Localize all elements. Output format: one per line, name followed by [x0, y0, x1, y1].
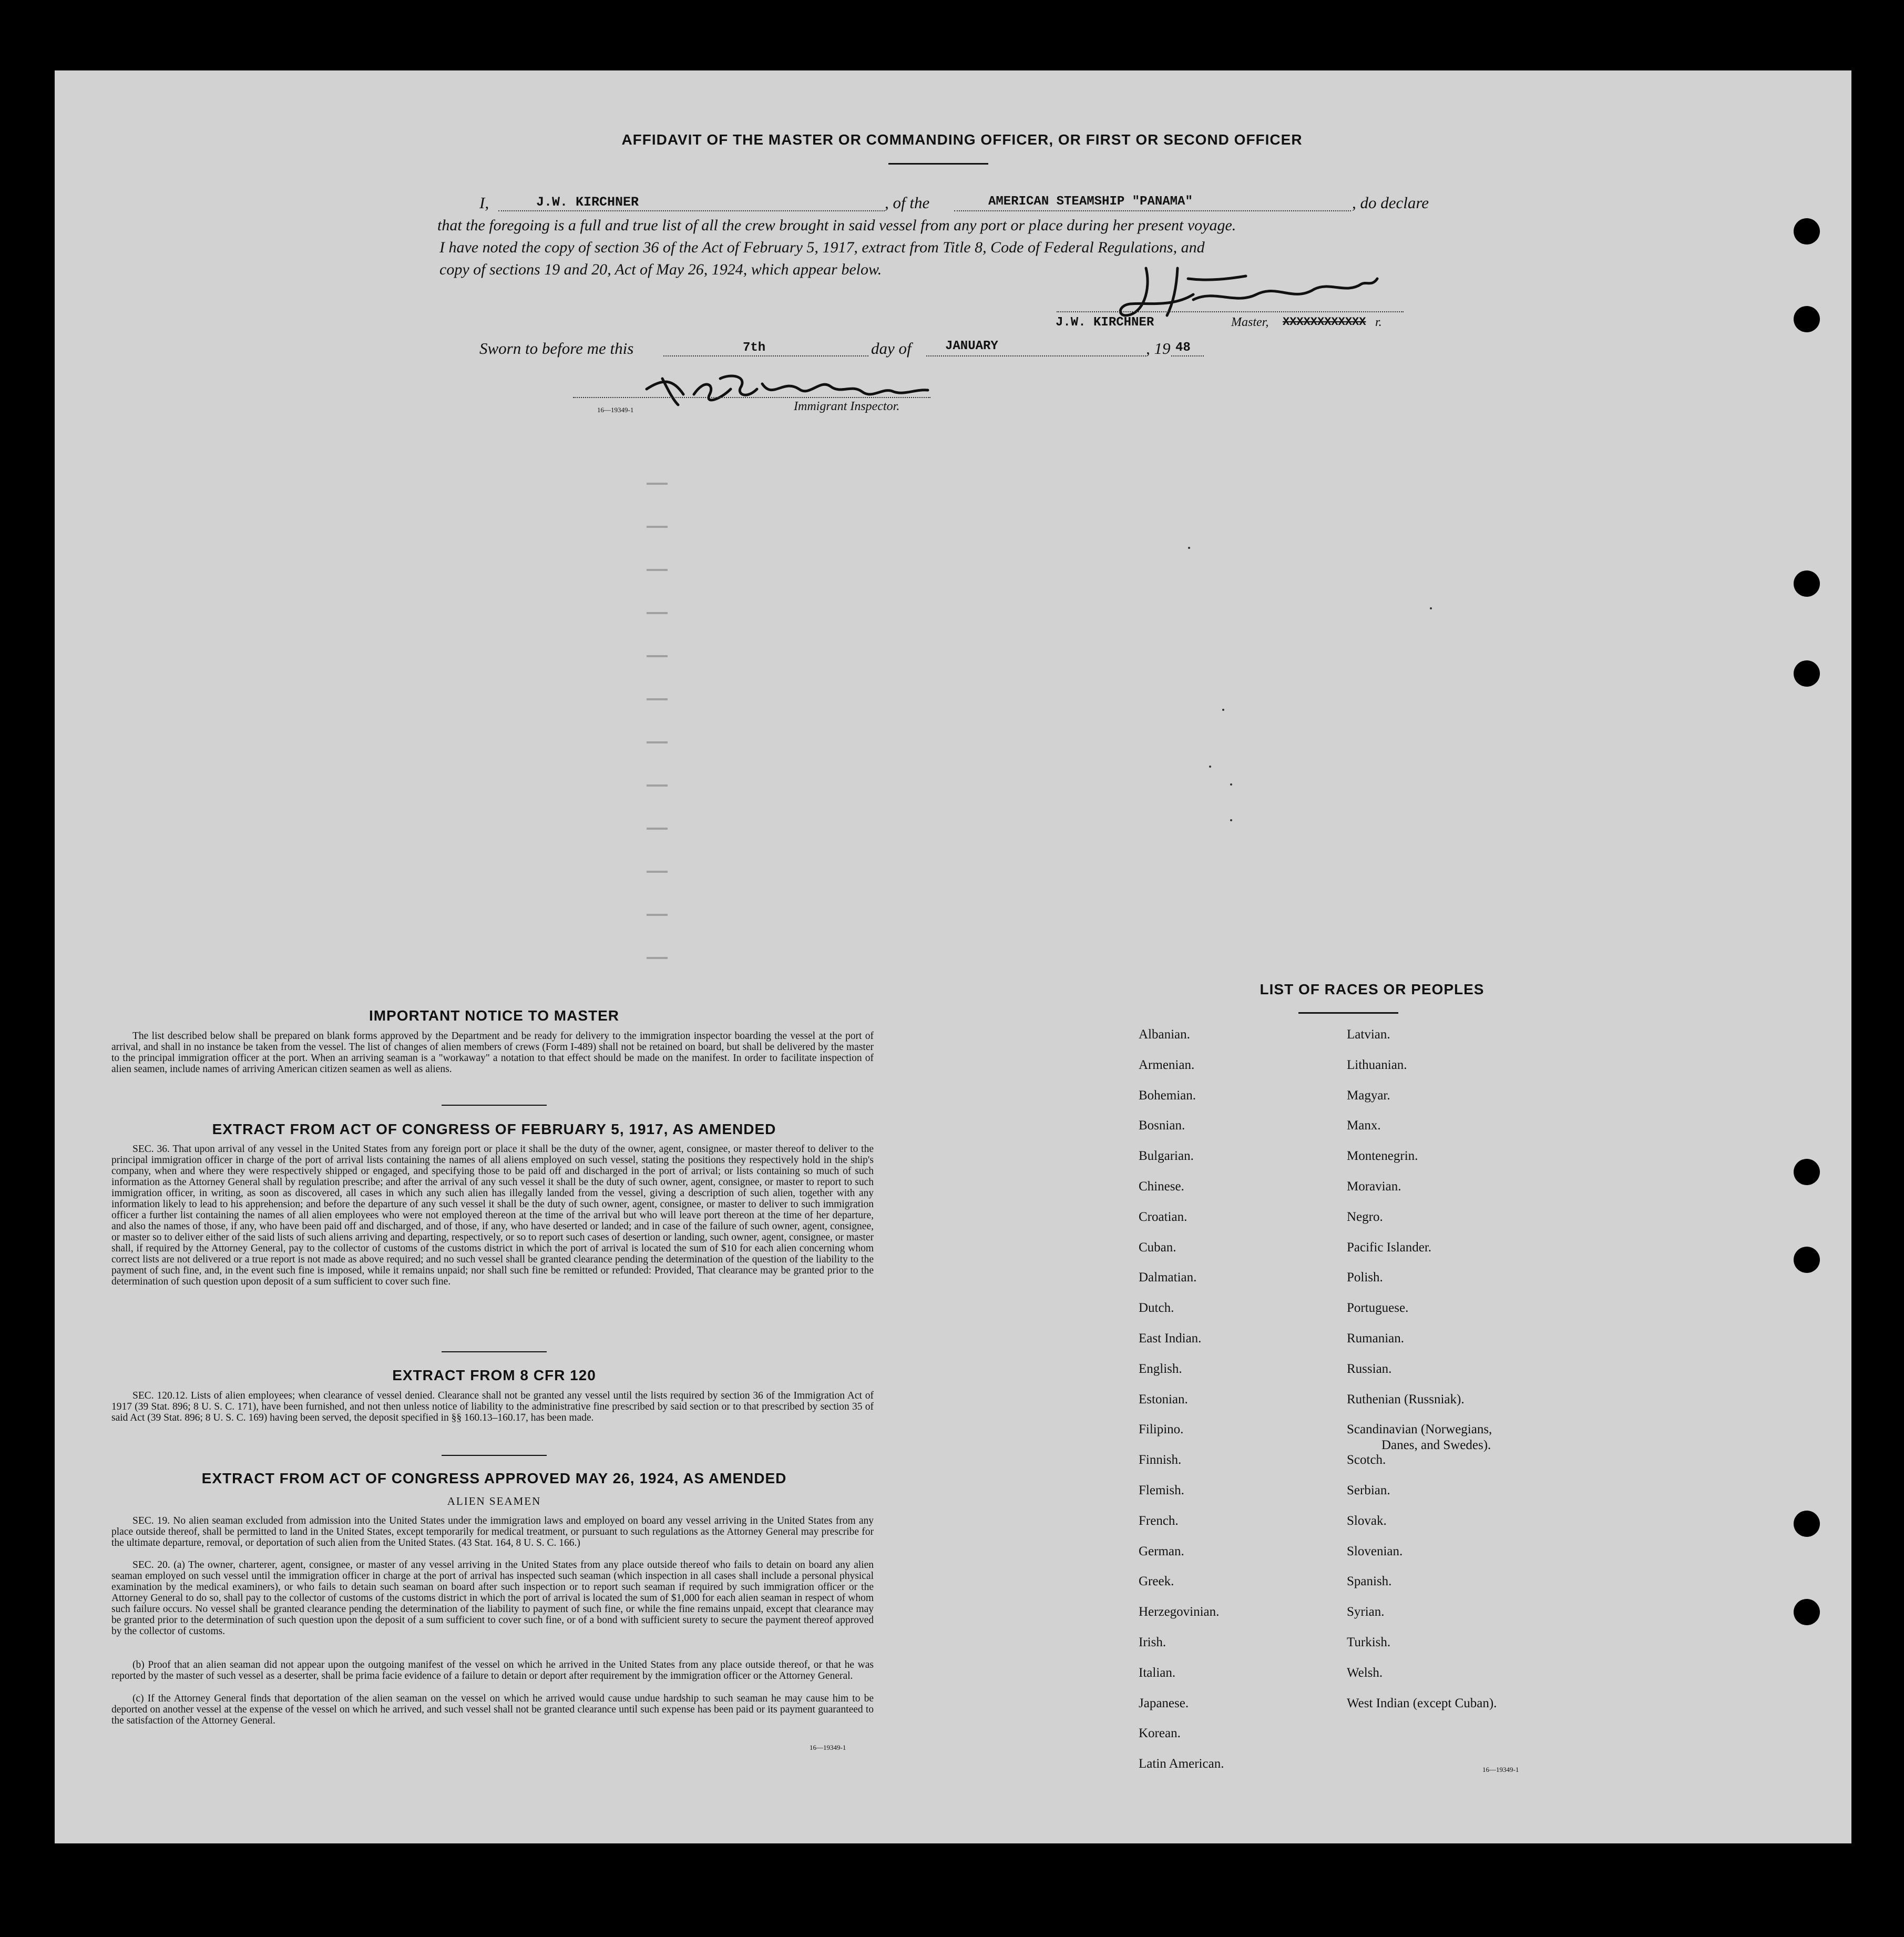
extract-1917-body: SEC. 36. That upon arrival of any vessel in the United States from any foreign port or place it shall be the duty of the owner, agent, consignee, or master thereof to deliver to the principal immigration officer in charge of the port of arrival lists containing the names of all aliens employed on such vessel, stating the positions they respectively hold in the ship's company, when and where they were respectively shipped or engaged, and specifying those to be paid off and discharged in the port of arrival; or lists containing so much of such information as the Attorney General shall by regulation prescribe; and after the arrival of any such vessel it shall be the duty of such owner, agent, consignee, or master to report to such immigration officer, in writing, as soon as discovered, all cases in which any such alien has illegally landed from the vessel, giving a description of such alien, together with any information likely to lead to his apprehension; and before the departure of any such vessel it shall be the duty of such owner, agent, consignee, or master to deliver to such immigration officer a further list containing the names of all alien employees who were not employed thereon at the time of the arrival but who will leave port thereon at the time of her departure, and also the names of those, if any, who have been paid off and discharged, and of those, if any, who have deserted or landed; and in case of the failure of such owner, agent, consignee, or master so to deliver either of the said lists of such aliens arriving and departing, respectively, or so to report such cases of desertion or landing, such owner, agent, consignee, or master shall, if required by the Attorney General, pay to the collector of customs of the customs district in which the port of arrival is located the sum of $10 for each alien concerning whom correct lists are not delivered or a true report is not made as above required; and no such vessel shall be granted clearance pending the determination of the question of the liability to the payment of such fine, and, in the event such fine is imposed, while it remains unpaid; nor shall such fine be remitted or refunded: Provided, That clearance may be granted prior to the determination of such question upon deposit of a sum sufficient to cover such fine.	[111, 1144, 874, 1287]
vessel-line	[954, 210, 1351, 211]
races-form-number: 16—19349-1	[1482, 1766, 1519, 1773]
race-item: Armenian.	[1139, 1057, 1195, 1072]
race-item: Spanish.	[1347, 1574, 1392, 1589]
punch-hole	[1794, 660, 1820, 687]
sec20c-body: (c) If the Attorney General finds that deportation of the alien seaman on the vessel on which he arrived would cause undue hardship to such seaman he may cause him to be deported on another vessel at the expense of the vessel on which he arrived, and such vessel shall not be granted clearance until such expense has been paid or its payment guaranteed to the satisfaction of the Attorney General.	[111, 1693, 874, 1726]
race-item: Greek.	[1139, 1574, 1174, 1589]
race-item: Scotch.	[1347, 1453, 1386, 1467]
affidavit-title: AFFIDAVIT OF THE MASTER OR COMMANDING OFFICER, OR FIRST OR SECOND OFFICER	[621, 131, 1303, 148]
vessel-name: AMERICAN STEAMSHIP "PANAMA"	[988, 195, 1193, 209]
race-item: Danes, and Swedes).	[1381, 1438, 1491, 1453]
faint-mark	[1230, 783, 1232, 786]
affidavit-line-2: that the foregoing is a full and true list of all the crew brought in said vessel from any port or place during her present voyage.	[437, 217, 1236, 234]
faint-mark	[1209, 766, 1211, 768]
race-item: Herzegovinian.	[1139, 1605, 1220, 1619]
sworn-day: 7th	[743, 341, 766, 355]
race-item: Korean.	[1139, 1726, 1181, 1741]
race-item: Bulgarian.	[1139, 1149, 1194, 1164]
race-item: Flemish.	[1139, 1483, 1184, 1497]
affidavit-line-3: I have noted the copy of section 36 of the Act of February 5, 1917, extract from Title 8, Code of Federal Regulations, and	[439, 239, 1205, 256]
faint-mark	[1222, 709, 1224, 711]
sworn-year: 48	[1175, 341, 1191, 355]
notice-body: The list described below shall be prepared on blank forms approved by the Department and be ready for delivery to the immigration inspector boarding the vessel at the port of arrival, and shall in no instance be taken from the vessel. The list of changes of alien members of crews (Form I-489) shall not be retained on board, but shall be delivered by the master to the principal immigration officer at the port. When an arriving seaman is a "workaway" a notation to that effect should be made on the manifest. In order to facilitate inspection of alien seamen, include names of arriving American citizen seamen as well as aliens.	[111, 1031, 874, 1075]
divider	[442, 1455, 547, 1456]
struck-title: XXXXXXXXXXXX	[1283, 315, 1366, 329]
race-item: Croatian.	[1139, 1209, 1188, 1224]
race-item: Latin American.	[1139, 1757, 1224, 1771]
punch-hole	[1794, 1599, 1820, 1625]
name-line	[498, 210, 885, 211]
race-item: Serbian.	[1347, 1483, 1390, 1497]
race-item: Chinese.	[1139, 1179, 1184, 1194]
race-item: East Indian.	[1139, 1331, 1202, 1345]
races-title: LIST OF RACES OR PEOPLES	[1260, 981, 1485, 997]
race-item: Dutch.	[1139, 1301, 1174, 1316]
race-item: Filipino.	[1139, 1422, 1184, 1437]
notice-title: IMPORTANT NOTICE TO MASTER	[368, 1007, 620, 1024]
alien-seamen-subtitle: ALIEN SEAMEN	[447, 1495, 541, 1507]
race-item: Polish.	[1347, 1270, 1383, 1285]
punch-hole	[1794, 306, 1820, 332]
extract-1917-title: EXTRACT FROM ACT OF CONGRESS OF FEBRUARY 5, 1917, AS AMENDED	[212, 1121, 776, 1137]
of-the-text: , of the	[885, 193, 930, 212]
race-item: Estonian.	[1139, 1392, 1188, 1406]
punch-hole	[1794, 218, 1820, 244]
punch-hole	[1794, 1247, 1820, 1273]
inspector-line	[573, 397, 930, 398]
role-suffix: r.	[1375, 315, 1382, 329]
race-item: German.	[1139, 1544, 1184, 1558]
race-item: Cuban.	[1139, 1240, 1176, 1255]
race-item: Welsh.	[1347, 1665, 1383, 1680]
sec20a-body: SEC. 20. (a) The owner, charterer, agent, consignee, or master of any vessel arriving in the United States from any place outside thereof who fails to detain on board any alien seaman employed on such vessel until the immigration officer in charge at the port of arrival has inspected such seaman (which inspection in all cases shall include a personal physical examination by the medical examiners), or who fails to detain such seaman on board after such inspection or to report such seaman if required by such immigration officer or the Attorney General to do so, shall pay to the collector of customs of the customs district in which the port of arrival is located the sum of $1,000 for each alien seaman in respect of whom such failure occurs. No vessel shall be granted clearance pending the determination of the liability to payment of such fine, or while the fine remains unpaid, except that clearance may be granted prior to the determination of such question upon the deposit of a sum sufficient to cover such fine, or of a bond with sufficient surety to secure the payment thereof approved by the collector of customs.	[111, 1559, 874, 1637]
year-line	[1171, 355, 1204, 356]
race-item: Syrian.	[1347, 1605, 1385, 1619]
master-name: J.W. KIRCHNER	[536, 195, 639, 210]
affidavit-line-4: copy of sections 19 and 20, Act of May 26, 1924, which appear below.	[439, 261, 882, 278]
master-typed-name: J.W. KIRCHNER	[1056, 315, 1154, 330]
race-item: Pacific Islander.	[1347, 1240, 1432, 1255]
divider	[442, 1351, 547, 1352]
race-item: Russian.	[1347, 1361, 1392, 1376]
race-item: Japanese.	[1139, 1696, 1189, 1710]
extract-1924-title: EXTRACT FROM ACT OF CONGRESS APPROVED MAY 26, 1924, AS AMENDED	[201, 1470, 787, 1486]
faint-mark	[1430, 607, 1432, 609]
race-item: French.	[1139, 1513, 1179, 1528]
master-role: Master,	[1231, 315, 1269, 329]
punch-hole	[1794, 570, 1820, 597]
race-item: Bosnian.	[1139, 1118, 1185, 1133]
race-item: Turkish.	[1347, 1635, 1391, 1649]
race-item: Latvian.	[1347, 1027, 1390, 1042]
divider	[442, 1105, 547, 1106]
faint-mark	[1230, 819, 1232, 821]
faint-marks	[647, 442, 668, 967]
race-item: West Indian (except Cuban).	[1347, 1696, 1497, 1710]
race-item: Moravian.	[1347, 1179, 1401, 1194]
sec20b-body: (b) Proof that an alien seaman did not appear upon the outgoing manifest of the vessel on which he arrived in the United States from any place outside thereof, or that he was reported by the master of such vessel as a deserter, shall be prima facie evidence of a failure to detain or deport after requirement by the immigration officer or the Attorney General.	[111, 1659, 874, 1681]
race-item: Irish.	[1139, 1635, 1166, 1649]
race-item: Slovak.	[1347, 1513, 1387, 1528]
race-item: Bohemian.	[1139, 1088, 1196, 1103]
race-item: Scandinavian (Norwegians,	[1347, 1422, 1492, 1437]
inspector-label: Immigrant Inspector.	[794, 400, 900, 413]
race-item: Albanian.	[1139, 1027, 1190, 1042]
punch-hole	[1794, 1159, 1820, 1185]
faint-mark	[1188, 547, 1190, 549]
race-item: Slovenian.	[1347, 1544, 1403, 1558]
race-item: Negro.	[1347, 1209, 1383, 1224]
day-line	[663, 355, 868, 356]
extract-cfr-body: SEC. 120.12. Lists of alien employees; when clearance of vessel denied. Clearance shall not be granted any vessel until the lists required by section 36 of the Immigration Act of 1917 (39 Stat. 896; 8 U. S. C. 171), have been furnished, and not then unless notice of liability to the administrative fine prescribed by said section or to that prescribed by section 35 of said Act (39 Stat. 896; 8 U. S. C. 169) having been served, the deposit specified in §§ 160.13–160.17, has been made.	[111, 1390, 874, 1423]
race-item: Magyar.	[1347, 1088, 1390, 1103]
divider	[1298, 1012, 1398, 1014]
extract-cfr-title: EXTRACT FROM 8 CFR 120	[392, 1367, 596, 1383]
do-declare-text: , do declare	[1352, 193, 1429, 212]
sworn-month: JANUARY	[945, 339, 998, 353]
month-line	[926, 355, 1146, 356]
affidavit-i: I,	[479, 193, 489, 212]
race-item: Portuguese.	[1347, 1301, 1409, 1316]
extract-form-number: 16—19349-1	[810, 1744, 846, 1751]
race-item: Montenegrin.	[1347, 1149, 1418, 1164]
race-item: Italian.	[1139, 1665, 1176, 1680]
race-item: Finnish.	[1139, 1453, 1182, 1467]
punch-hole	[1794, 1511, 1820, 1537]
year-prefix: , 19	[1146, 339, 1171, 358]
race-item: Lithuanian.	[1347, 1057, 1407, 1072]
signature-line	[1057, 311, 1404, 312]
affidavit-form-number: 16—19349-1	[597, 406, 634, 414]
race-item: Ruthenian (Russniak).	[1347, 1392, 1465, 1406]
race-item: Dalmatian.	[1139, 1270, 1197, 1285]
race-item: Manx.	[1347, 1118, 1381, 1133]
race-item: Rumanian.	[1347, 1331, 1405, 1345]
divider	[888, 163, 988, 165]
sec19-body: SEC. 19. No alien seaman excluded from admission into the United States under the immigration laws and employed on board any vessel arriving in the United States from any place outside thereof, shall be permitted to land in the United States, except temporarily for medical treatment, or pursuant to such regulations as the Attorney General may prescribe for the ultimate departure, removal, or deportation of such alien from the United States. (43 Stat. 164, 8 U. S. C. 166.)	[111, 1515, 874, 1548]
race-item: English.	[1139, 1361, 1182, 1376]
day-of-text: day of	[871, 339, 912, 358]
sworn-text: Sworn to before me this	[479, 339, 634, 358]
